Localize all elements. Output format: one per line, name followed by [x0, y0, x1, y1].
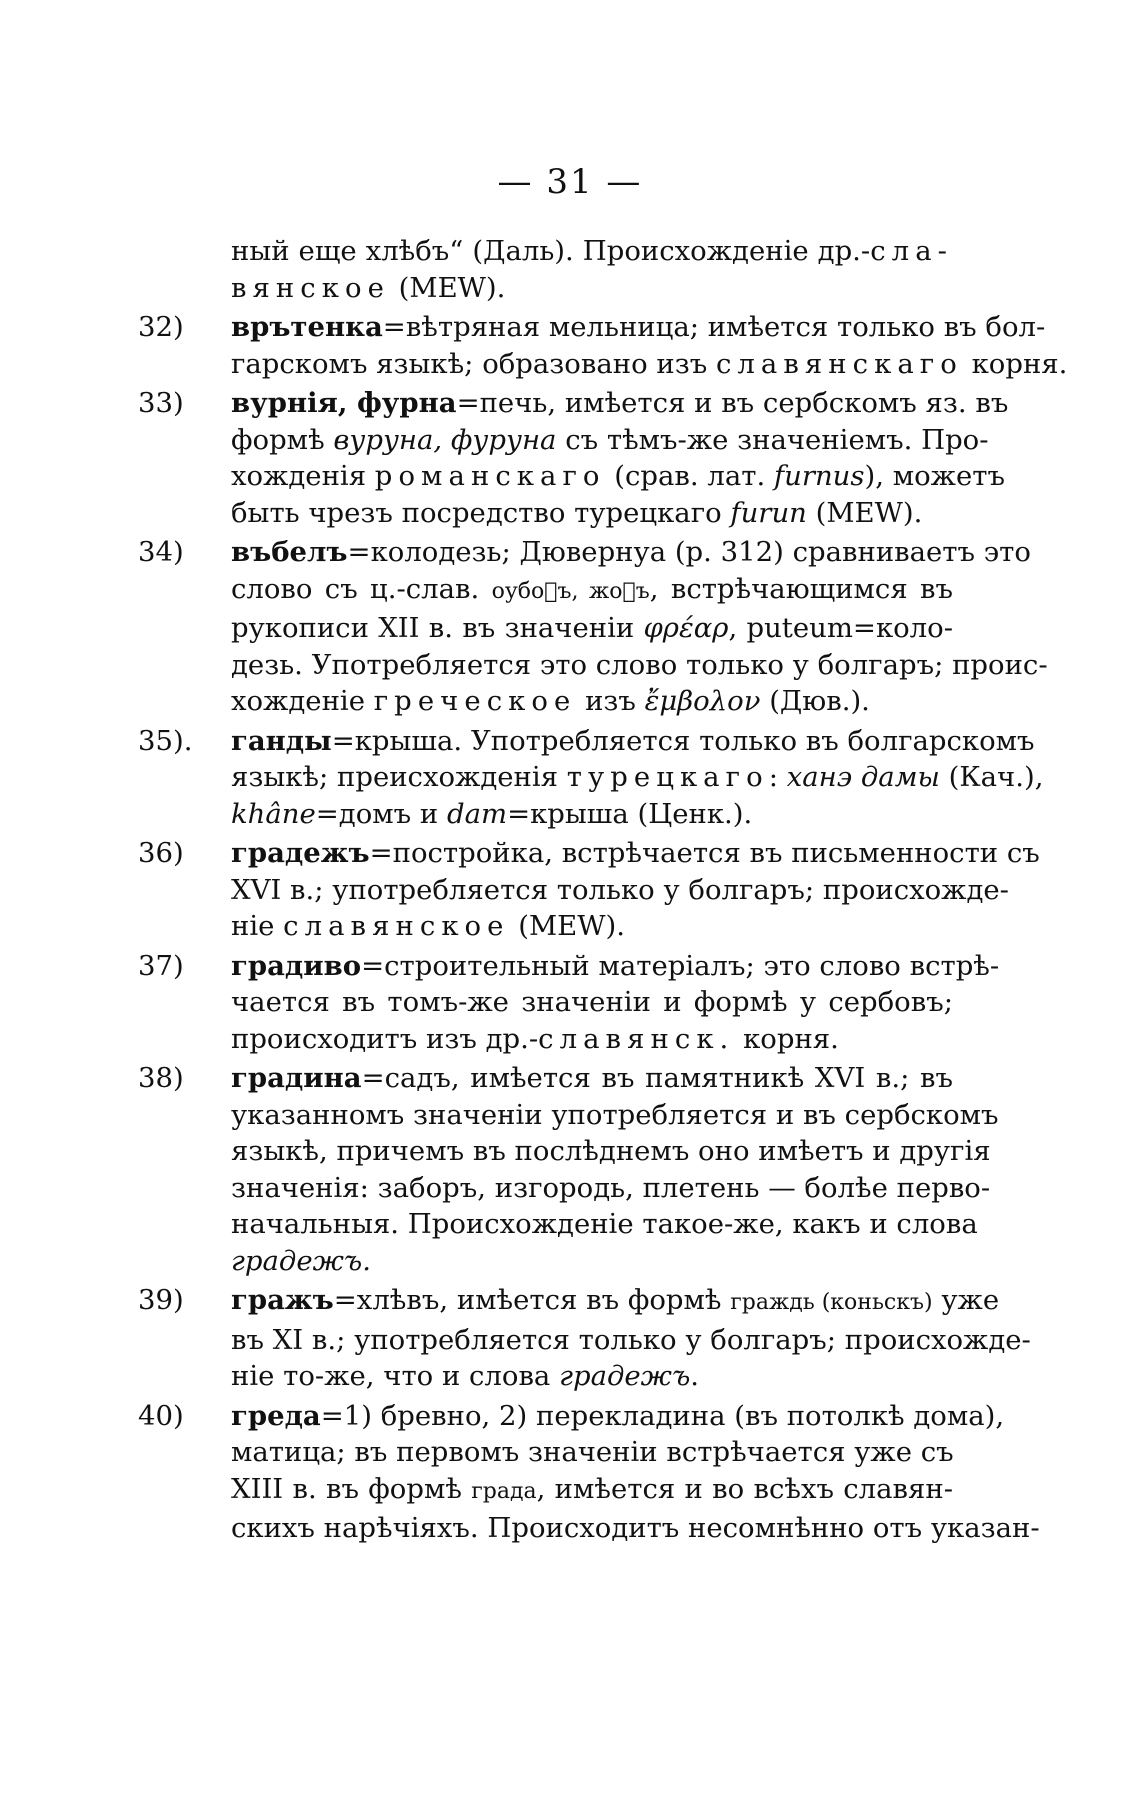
entry-33-line-4: быть чрезъ посредство турецкаго furun (MEW).: [231, 496, 923, 529]
entry-32-line-2: гарскомъ языкѣ; образовано изъ славянскаго корня.: [231, 347, 1068, 380]
entry-36-line-3: ніе славянское (MEW).: [231, 910, 625, 942]
entry-36: [138, 835, 1040, 945]
headword: вурнія, фурна: [231, 387, 457, 419]
entry-35: [138, 723, 1044, 833]
entry-39-line-3: ніе то-же, что и слова градежъ.: [231, 1360, 700, 1392]
entry-36-line-2: XVI в.; употребляется только у болгаръ; происхожде-: [231, 873, 1009, 906]
entry-39-line-2: въ XI в.; употребляется только у болгаръ; происхожде-: [231, 1323, 1031, 1356]
entry-34-line-5: хожденіе греческое изъ ἔμβολον (Дюв.).: [231, 685, 870, 717]
entry-38-line-2: указанномъ значеніи употребляется и въ сербскомъ: [231, 1098, 999, 1131]
entry-34: [138, 534, 1048, 720]
headword: градиво: [231, 949, 362, 982]
entry-38-line-4: значенія: заборъ, изгородь, плетень — болѣе перво-: [231, 1171, 991, 1204]
entry-38-line-3: языкѣ, причемъ въ послѣднемъ оно имѣетъ и другія: [231, 1135, 991, 1167]
entry-38: [138, 1060, 999, 1279]
entry-36-line-1: 36) градежъ=постройка, встрѣчается въ письменности съ: [138, 835, 953, 872]
entry-38-line-6: градежъ.: [231, 1244, 371, 1277]
entry-34-line-3: рукописи XII в. въ значеніи φρέαρ, puteum=коло-: [231, 612, 954, 644]
entry-37-line-1: 37) градиво=строительный матеріалъ; это слово встрѣ-: [138, 948, 953, 985]
headword: гражъ: [231, 1284, 334, 1316]
entry-40-line-1: 40) греда=1) бревно, 2) перекладина (въ потолкѣ дома),: [138, 1398, 953, 1435]
entry-40-line-3: XIII в. въ формѣ града, имѣется и во всѣхъ славян-: [231, 1472, 953, 1505]
entry-number: 38): [138, 1062, 184, 1094]
entry-32-line-1: 32) врътенка=вѣтряная мельница; имѣется только въ бол-: [138, 309, 953, 346]
entry-number: 40): [138, 1399, 184, 1432]
entry-38-line-1: 38) градина=садъ, имѣется въ памятникѣ XVI в.; въ: [138, 1060, 953, 1097]
entry-34-line-1: 34) въбелъ=колодезь; Дювернуа (р. 312) сравниваетъ это: [138, 534, 953, 571]
entry-number: 39): [138, 1284, 184, 1316]
entry-number: 34): [138, 536, 184, 568]
intro-line-2: вянское (MEW).: [231, 271, 506, 304]
headword: врътенка: [231, 311, 383, 343]
entry-number: 35).: [138, 724, 193, 757]
entry-number: 37): [138, 949, 184, 982]
entry-33: [138, 385, 1009, 531]
intro-line-1: ный еще хлѣбъ“ (Даль). Происхожденіе др.-сла-: [231, 235, 953, 267]
entry-38-line-5: начальныя. Происхожденіе такое-же, какъ и слова: [231, 1208, 978, 1240]
entry-33-line-3: хожденія романскаго (срав. лат. furnus), можетъ: [231, 460, 1005, 492]
entry-33-line-2: формѣ вуруна, фуруна съ тѣмъ-же значеніемъ. Про-: [231, 423, 989, 456]
entry-number: 36): [138, 837, 184, 869]
entry-34-line-4: дезь. Употребляется это слово только у болгаръ; проис-: [231, 648, 1048, 681]
headword: ганды: [231, 724, 332, 757]
entry-37: [138, 948, 1000, 1058]
entry-35-line-2: языкѣ; преисхожденія турецкаго: ханэ дамы (Кач.),: [231, 761, 1044, 793]
entry-39-line-1: 39) гражъ=хлѣвъ, имѣется въ формѣ граждь (коньскъ) уже: [138, 1282, 953, 1322]
headword: градина: [231, 1062, 362, 1094]
headword: въбелъ: [231, 536, 348, 568]
entry-40: [138, 1398, 1040, 1547]
entry-34-line-2: слово съ ц.-слав. оубоⷧъ, жоⷧъ, встрѣчающимся въ: [231, 572, 953, 605]
headword: градежъ: [231, 837, 370, 869]
entry-number: 33): [138, 387, 184, 419]
entry-37-line-2: чается въ томъ-же значеніи и формѣ у сербовъ;: [231, 986, 953, 1018]
page-number: — 31 —: [497, 162, 643, 202]
entry-35-line-1: 35). ганды=крыша. Употребляется только въ болгарскомъ: [138, 723, 953, 760]
headword: греда: [231, 1399, 321, 1432]
entry-40-line-4: скихъ нарѣчіяхъ. Происходитъ несомнѣнно отъ указан-: [231, 1512, 1040, 1544]
entry-32: [138, 309, 1068, 382]
page-body: [138, 233, 1068, 1547]
entry-number: 32): [138, 311, 184, 343]
entry-37-line-3: происходитъ изъ др.-славянск. корня.: [231, 1022, 839, 1055]
entry-35-line-3: khâne=домъ и dam=крыша (Ценк.).: [231, 797, 753, 830]
entry-40-line-2: матица; въ первомъ значеніи встрѣчается уже съ: [231, 1436, 954, 1468]
entry-39: [138, 1282, 1031, 1395]
entry-33-line-1: 33) вурнія, фурна=печь, имѣется и въ сербскомъ яз. въ: [138, 385, 953, 422]
